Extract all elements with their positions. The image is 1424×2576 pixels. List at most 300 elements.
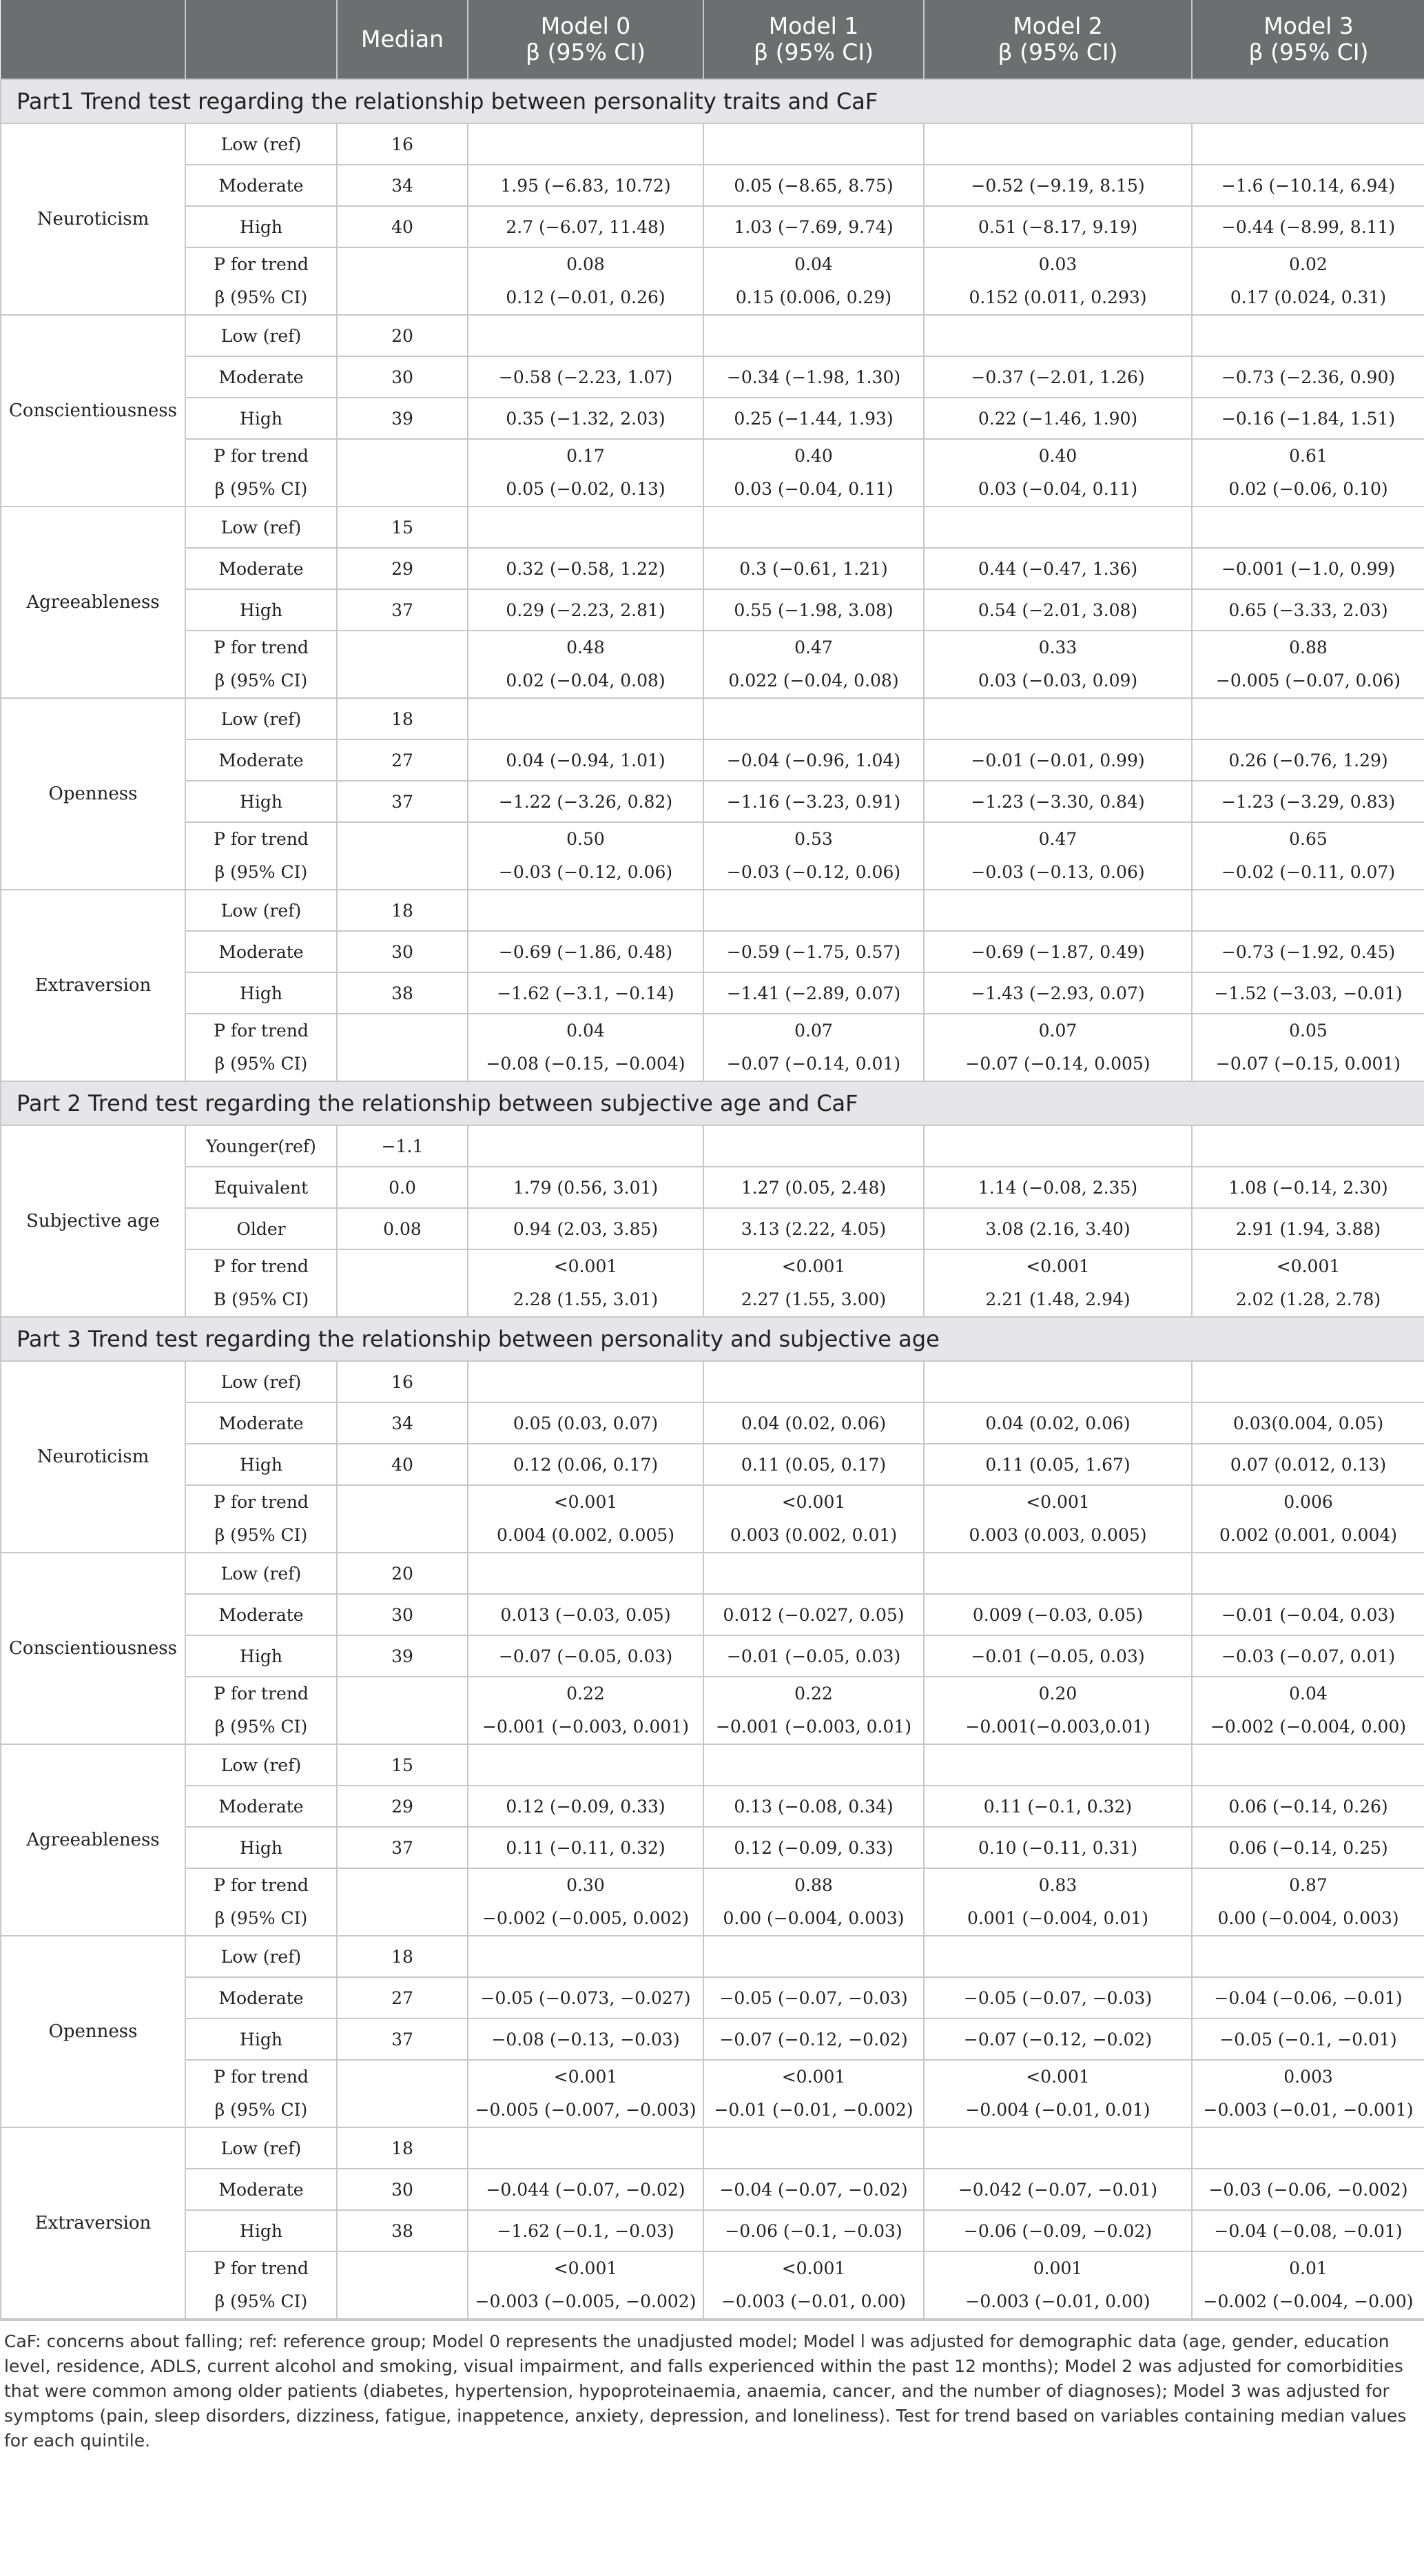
model-2-value: −0.69 (−1.87, 0.49) [924, 931, 1192, 972]
model-3-trend [1192, 1249, 1424, 1317]
model-3-trend [1192, 1485, 1424, 1553]
table-row [1, 739, 1424, 781]
trait-name: Extraversion [1, 2127, 185, 2319]
level-label: Low (ref) [185, 315, 337, 356]
trait-name: Openness [1, 1936, 185, 2127]
beta-ci-label: β (95% CI) [214, 2291, 308, 2311]
model-2-value [924, 1744, 1192, 1786]
level-label: Low (ref) [185, 1936, 337, 1977]
p-value: 0.04 [794, 254, 833, 274]
model-1-trend [703, 1485, 924, 1553]
p-value: 0.04 [566, 1021, 605, 1041]
model-1-value: −0.04 (−0.96, 1.04) [703, 739, 924, 781]
median-value: 37 [337, 781, 468, 822]
trait-name: Agreeableness [1, 1744, 185, 1936]
model-3-trend [1192, 2060, 1424, 2127]
table-row [1, 1444, 1424, 1485]
header-level [185, 0, 337, 79]
model-3-value [1192, 698, 1424, 739]
level-label: Moderate [185, 1402, 337, 1444]
level-label: High [185, 1444, 337, 1485]
p-for-trend-label: P for trend [214, 1875, 309, 1895]
beta-value: −0.003 (−0.005, −0.002) [475, 2291, 696, 2311]
median-value: 20 [337, 315, 468, 356]
beta-value: 0.004 (0.002, 0.005) [496, 1525, 675, 1545]
p-value: <0.001 [553, 2067, 618, 2087]
model-1-value: 1.03 (−7.69, 9.74) [703, 206, 924, 247]
p-value: <0.001 [1026, 1492, 1090, 1512]
trend-label [185, 631, 337, 698]
model-0-value: −1.22 (−3.26, 0.82) [468, 781, 703, 822]
model-1-value: 0.05 (−8.65, 8.75) [703, 165, 924, 206]
model-2-value: 0.04 (0.02, 0.06) [924, 1402, 1192, 1444]
p-value: <0.001 [553, 1256, 618, 1276]
model-3-trend [1192, 631, 1424, 698]
median-empty [337, 1249, 468, 1317]
header-trait [1, 0, 185, 79]
trait-name: Agreeableness [1, 507, 185, 698]
model-3-value: −0.03 (−0.06, −0.002) [1192, 2169, 1424, 2210]
median-value: 40 [337, 206, 468, 247]
median-value: 20 [337, 1553, 468, 1594]
model-3-value: −0.05 (−0.1, −0.01) [1192, 2018, 1424, 2060]
p-for-trend-label: P for trend [214, 446, 309, 466]
beta-value: −0.005 (−0.07, 0.06) [1215, 671, 1401, 691]
table-row [1, 1744, 1424, 1786]
median-empty [337, 1014, 468, 1081]
p-for-trend-label: P for trend [214, 1492, 309, 1512]
table-row [1, 356, 1424, 398]
model-3-value [1192, 507, 1424, 548]
model-2-value: 0.009 (−0.03, 0.05) [924, 1594, 1192, 1635]
p-value: 0.65 [1289, 829, 1328, 849]
model-0-value: −1.62 (−3.1, −0.14) [468, 972, 703, 1014]
model-3-value [1192, 2127, 1424, 2169]
model-2-value [924, 315, 1192, 356]
model-3-value: −0.44 (−8.99, 8.11) [1192, 206, 1424, 247]
trait-name: Conscientiousness [1, 1553, 185, 1744]
model-1-trend [703, 439, 924, 507]
beta-ci-label: β (95% CI) [214, 2100, 308, 2120]
model-3-value: −1.6 (−10.14, 6.94) [1192, 165, 1424, 206]
model-1-value: −0.59 (−1.75, 0.57) [703, 931, 924, 972]
model-3-value: −0.04 (−0.08, −0.01) [1192, 2210, 1424, 2251]
table-row [1, 1167, 1424, 1208]
beta-value: 0.03 (−0.03, 0.09) [978, 671, 1138, 691]
model-0-trend [468, 2060, 703, 2127]
model-3-trend [1192, 1014, 1424, 1081]
model-1-value [703, 1361, 924, 1402]
model-3-trend [1192, 2251, 1424, 2319]
beta-value: −0.001(−0.003,0.01) [965, 1717, 1150, 1737]
median-empty [337, 1485, 468, 1553]
level-label: Low (ref) [185, 507, 337, 548]
level-label: Low (ref) [185, 2127, 337, 2169]
median-empty [337, 439, 468, 507]
model-2-value [924, 1125, 1192, 1167]
model-3-value: 0.26 (−0.76, 1.29) [1192, 739, 1424, 781]
beta-value: 0.15 (0.006, 0.29) [735, 287, 892, 307]
model-0-value: 0.94 (2.03, 3.85) [468, 1208, 703, 1249]
p-value: <0.001 [1276, 1256, 1341, 1276]
trend-row [1, 2060, 1424, 2127]
trend-label [185, 1014, 337, 1081]
part-title: Part 2 Trend test regarding the relationship between subjective age and CaF [1, 1081, 1424, 1125]
beta-ci-label: β (95% CI) [214, 287, 308, 307]
p-value: 0.03 [1038, 254, 1077, 274]
model-3-trend [1192, 439, 1424, 507]
model-3-value [1192, 1125, 1424, 1167]
trend-row [1, 247, 1424, 315]
p-value: 0.47 [1038, 829, 1077, 849]
p-value: 0.001 [1033, 2258, 1083, 2278]
beta-value: −0.07 (−0.14, 0.005) [965, 1054, 1150, 1074]
model-3-value: −1.23 (−3.29, 0.83) [1192, 781, 1424, 822]
trend-row [1, 1677, 1424, 1744]
model-0-trend [468, 439, 703, 507]
model-0-value: −0.05 (−0.073, −0.027) [468, 1977, 703, 2018]
median-value: 27 [337, 739, 468, 781]
trend-row [1, 439, 1424, 507]
model-2-value: −0.05 (−0.07, −0.03) [924, 1977, 1192, 2018]
median-value: 18 [337, 698, 468, 739]
beta-value: −0.07 (−0.14, 0.01) [726, 1054, 901, 1074]
model-3-value: −0.16 (−1.84, 1.51) [1192, 398, 1424, 439]
model-0-value: −0.07 (−0.05, 0.03) [468, 1635, 703, 1677]
table-row [1, 398, 1424, 439]
model-0-value [468, 1936, 703, 1977]
median-value: 30 [337, 1594, 468, 1635]
median-value: 18 [337, 890, 468, 931]
table-row [1, 1125, 1424, 1167]
trend-label [185, 1485, 337, 1553]
trend-label [185, 822, 337, 890]
trend-row [1, 2251, 1424, 2319]
beta-value: 0.152 (0.011, 0.293) [969, 287, 1147, 307]
model-0-value [468, 123, 703, 165]
model-0-value: 0.05 (0.03, 0.07) [468, 1402, 703, 1444]
model-1-trend [703, 247, 924, 315]
model-1-value [703, 315, 924, 356]
p-value: <0.001 [1026, 2067, 1090, 2087]
trend-row [1, 1868, 1424, 1936]
p-for-trend-label: P for trend [214, 829, 309, 849]
level-label: Low (ref) [185, 890, 337, 931]
footnote: CaF: concerns about falling; ref: reference group; Model 0 represents the unadjusted model; Model l was adjusted for demographic data (age, gender, education level, residence, ADLS, current alcohol and smoking, visual impairment, and falls experienced within the past 12 months); Model 2 was adjusted for comorbidities that were common among older patients (diabetes, hypertension, hypoproteinaemia, anaemia, cancer, and the number of diagnoses); Model 3 was adjusted for symptoms (pain, sleep disorders, dizziness, fatigue, inappetence, anxiety, depression, and loneliness). Test for trend based on variables containing median values for each quintile. [0, 2320, 1424, 2453]
model-2-value [924, 698, 1192, 739]
model-1-value: −0.07 (−0.12, −0.02) [703, 2018, 924, 2060]
level-label: High [185, 972, 337, 1014]
median-value: 39 [337, 398, 468, 439]
p-value: 0.22 [566, 1684, 605, 1704]
header-model-3: Model 3 β (95% CI) [1192, 0, 1424, 79]
median-value: 40 [337, 1444, 468, 1485]
model-3-trend [1192, 822, 1424, 890]
median-value: 18 [337, 2127, 468, 2169]
model-2-value: −0.06 (−0.09, −0.02) [924, 2210, 1192, 2251]
model-0-value: −1.62 (−0.1, −0.03) [468, 2210, 703, 2251]
p-value: <0.001 [553, 2258, 618, 2278]
model-1-value: −0.34 (−1.98, 1.30) [703, 356, 924, 398]
trait-name: Conscientiousness [1, 315, 185, 507]
model-2-value: 0.11 (0.05, 1.67) [924, 1444, 1192, 1485]
model-0-value: −0.08 (−0.13, −0.03) [468, 2018, 703, 2060]
beta-value: 0.001 (−0.004, 0.01) [967, 1908, 1149, 1928]
model-3-trend [1192, 1868, 1424, 1936]
model-1-trend [703, 1249, 924, 1317]
table-row [1, 781, 1424, 822]
p-value: <0.001 [781, 2258, 846, 2278]
beta-ci-label: β (95% CI) [214, 479, 308, 499]
level-label: Moderate [185, 2169, 337, 2210]
beta-value: 0.12 (−0.01, 0.26) [506, 287, 665, 307]
model-1-value [703, 2127, 924, 2169]
trend-label [185, 1868, 337, 1936]
p-for-trend-label: P for trend [214, 637, 309, 657]
p-value: 0.61 [1289, 446, 1328, 466]
table-row [1, 1977, 1424, 2018]
p-value: 0.83 [1038, 1875, 1077, 1895]
trend-row [1, 1249, 1424, 1317]
model-2-value [924, 123, 1192, 165]
model-2-value: −0.042 (−0.07, −0.01) [924, 2169, 1192, 2210]
level-label: Moderate [185, 931, 337, 972]
table-row [1, 2018, 1424, 2060]
beta-value: 0.00 (−0.004, 0.003) [1217, 1908, 1399, 1928]
median-value: 34 [337, 165, 468, 206]
model-1-value [703, 1936, 924, 1977]
model-2-value [924, 1553, 1192, 1594]
beta-value: −0.01 (−0.01, −0.002) [714, 2100, 914, 2120]
level-label: Equivalent [185, 1167, 337, 1208]
trend-label [185, 439, 337, 507]
model-0-value: 0.12 (−0.09, 0.33) [468, 1786, 703, 1827]
model-2-value: 3.08 (2.16, 3.40) [924, 1208, 1192, 1249]
model-2-value [924, 1936, 1192, 1977]
model-0-value: −0.58 (−2.23, 1.07) [468, 356, 703, 398]
beta-value: −0.002 (−0.005, 0.002) [482, 1908, 689, 1928]
model-2-value: 0.22 (−1.46, 1.90) [924, 398, 1192, 439]
model-3-value [1192, 315, 1424, 356]
beta-value: 0.002 (0.001, 0.004) [1219, 1525, 1398, 1545]
model-1-value [703, 698, 924, 739]
model-0-value [468, 315, 703, 356]
level-label: Low (ref) [185, 698, 337, 739]
table-row [1, 1553, 1424, 1594]
table-row [1, 1402, 1424, 1444]
model-2-trend [924, 1485, 1192, 1553]
header-model-1: Model 1 β (95% CI) [703, 0, 924, 79]
level-label: Low (ref) [185, 1361, 337, 1402]
model-2-trend [924, 2251, 1192, 2319]
trend-row [1, 1014, 1424, 1081]
table-row [1, 1936, 1424, 1977]
p-value: 0.07 [794, 1021, 833, 1041]
median-value: 34 [337, 1402, 468, 1444]
median-value: 30 [337, 356, 468, 398]
level-label: High [185, 1635, 337, 1677]
median-value: 16 [337, 1361, 468, 1402]
model-3-value [1192, 1553, 1424, 1594]
beta-ci-label: β (95% CI) [214, 1908, 308, 1928]
model-1-trend [703, 631, 924, 698]
model-0-value: 0.04 (−0.94, 1.01) [468, 739, 703, 781]
p-value: 0.47 [794, 637, 833, 657]
beta-value: 0.022 (−0.04, 0.08) [728, 671, 899, 691]
table-row [1, 589, 1424, 631]
beta-value: −0.003 (−0.01, −0.001) [1203, 2100, 1414, 2120]
model-3-value: 0.06 (−0.14, 0.26) [1192, 1786, 1424, 1827]
p-value: 0.40 [1038, 446, 1077, 466]
model-2-value [924, 2127, 1192, 2169]
median-empty [337, 2251, 468, 2319]
median-value: 27 [337, 1977, 468, 2018]
model-0-value [468, 890, 703, 931]
model-0-value: −0.044 (−0.07, −0.02) [468, 2169, 703, 2210]
beta-ci-label: β (95% CI) [214, 1525, 308, 1545]
model-3-value: 1.08 (−0.14, 2.30) [1192, 1167, 1424, 1208]
header-model-2: Model 2 β (95% CI) [924, 0, 1192, 79]
p-for-trend-label: P for trend [214, 1256, 309, 1276]
model-3-value: −0.04 (−0.06, −0.01) [1192, 1977, 1424, 2018]
model-1-value: 0.55 (−1.98, 3.08) [703, 589, 924, 631]
model-2-value: −0.37 (−2.01, 1.26) [924, 356, 1192, 398]
model-0-value [468, 1744, 703, 1786]
model-0-value [468, 507, 703, 548]
model-0-trend [468, 1249, 703, 1317]
table-row [1, 2169, 1424, 2210]
beta-value: 0.03 (−0.04, 0.11) [978, 479, 1138, 499]
model-2-value: −1.23 (−3.30, 0.84) [924, 781, 1192, 822]
table-row [1, 1635, 1424, 1677]
model-1-value: 0.12 (−0.09, 0.33) [703, 1827, 924, 1868]
p-value: 0.88 [794, 1875, 833, 1895]
model-2-trend [924, 631, 1192, 698]
beta-value: −0.005 (−0.007, −0.003) [475, 2100, 696, 2120]
model-1-value [703, 1125, 924, 1167]
trend-row [1, 822, 1424, 890]
model-2-value: 0.10 (−0.11, 0.31) [924, 1827, 1192, 1868]
p-value: <0.001 [781, 2067, 846, 2087]
level-label: Younger(ref) [185, 1125, 337, 1167]
table-row [1, 1361, 1424, 1402]
model-1-value [703, 1553, 924, 1594]
beta-value: 0.17 (0.024, 0.31) [1230, 287, 1387, 307]
model-2-value: −0.07 (−0.12, −0.02) [924, 2018, 1192, 2060]
beta-value: 0.02 (−0.04, 0.08) [506, 671, 665, 691]
model-2-value: −0.01 (−0.01, 0.99) [924, 739, 1192, 781]
model-0-value: 0.12 (0.06, 0.17) [468, 1444, 703, 1485]
model-2-value: 0.44 (−0.47, 1.36) [924, 548, 1192, 589]
median-empty [337, 2060, 468, 2127]
p-value: 0.88 [1289, 637, 1328, 657]
median-value: 15 [337, 507, 468, 548]
p-value: 0.30 [566, 1875, 605, 1895]
model-1-value: −0.05 (−0.07, −0.03) [703, 1977, 924, 2018]
model-0-value: 0.29 (−2.23, 2.81) [468, 589, 703, 631]
beta-value: −0.07 (−0.15, 0.001) [1215, 1054, 1401, 1074]
level-label: High [185, 589, 337, 631]
level-label: Moderate [185, 1977, 337, 2018]
p-value: 0.006 [1283, 1492, 1333, 1512]
p-for-trend-label: P for trend [214, 254, 309, 274]
model-2-value [924, 890, 1192, 931]
model-1-value: 3.13 (2.22, 4.05) [703, 1208, 924, 1249]
part-header-row [1, 1317, 1424, 1361]
median-value: 16 [337, 123, 468, 165]
model-2-value: 0.54 (−2.01, 3.08) [924, 589, 1192, 631]
beta-value: −0.08 (−0.15, −0.004) [486, 1054, 685, 1074]
beta-value: 0.003 (0.002, 0.01) [730, 1525, 898, 1545]
level-label: High [185, 398, 337, 439]
level-label: Moderate [185, 1786, 337, 1827]
table-row [1, 507, 1424, 548]
level-label: Low (ref) [185, 123, 337, 165]
model-0-value: 0.11 (−0.11, 0.32) [468, 1827, 703, 1868]
model-1-value [703, 890, 924, 931]
header-row [1, 0, 1424, 79]
table-row [1, 890, 1424, 931]
median-value: 30 [337, 931, 468, 972]
beta-ci-label: β (95% CI) [214, 1054, 308, 1074]
level-label: High [185, 206, 337, 247]
model-0-value: −0.69 (−1.86, 0.48) [468, 931, 703, 972]
model-0-trend [468, 1014, 703, 1081]
model-1-value: −0.06 (−0.1, −0.03) [703, 2210, 924, 2251]
model-3-value: −0.73 (−2.36, 0.90) [1192, 356, 1424, 398]
model-2-value: 1.14 (−0.08, 2.35) [924, 1167, 1192, 1208]
beta-value: −0.03 (−0.13, 0.06) [971, 862, 1145, 882]
model-0-value: 0.32 (−0.58, 1.22) [468, 548, 703, 589]
p-for-trend-label: P for trend [214, 1021, 309, 1041]
model-1-value [703, 1744, 924, 1786]
trend-row [1, 1485, 1424, 1553]
model-0-value: 2.7 (−6.07, 11.48) [468, 206, 703, 247]
model-1-value: 0.04 (0.02, 0.06) [703, 1402, 924, 1444]
model-3-value: 0.07 (0.012, 0.13) [1192, 1444, 1424, 1485]
model-3-value [1192, 890, 1424, 931]
model-0-trend [468, 822, 703, 890]
beta-value: −0.02 (−0.11, 0.07) [1221, 862, 1396, 882]
model-0-trend [468, 631, 703, 698]
model-3-value: 0.65 (−3.33, 2.03) [1192, 589, 1424, 631]
level-label: High [185, 1827, 337, 1868]
beta-ci-label: β (95% CI) [214, 1717, 308, 1737]
level-label: Low (ref) [185, 1553, 337, 1594]
table-row [1, 698, 1424, 739]
model-1-value: 0.3 (−0.61, 1.21) [703, 548, 924, 589]
model-0-value: 0.013 (−0.03, 0.05) [468, 1594, 703, 1635]
model-2-trend [924, 439, 1192, 507]
model-1-trend [703, 1868, 924, 1936]
median-value: 38 [337, 972, 468, 1014]
model-3-trend [1192, 247, 1424, 315]
model-1-trend [703, 2060, 924, 2127]
table-row [1, 1594, 1424, 1635]
table-row [1, 1786, 1424, 1827]
level-label: Moderate [185, 548, 337, 589]
p-value: 0.17 [566, 446, 605, 466]
p-value: 0.22 [794, 1684, 833, 1704]
model-1-value [703, 123, 924, 165]
model-2-value: 0.51 (−8.17, 9.19) [924, 206, 1192, 247]
p-value: 0.33 [1038, 637, 1077, 657]
header-model-0: Model 0 β (95% CI) [468, 0, 703, 79]
model-3-value: −0.73 (−1.92, 0.45) [1192, 931, 1424, 972]
median-empty [337, 1677, 468, 1744]
p-value: 0.08 [566, 254, 605, 274]
model-0-trend [468, 1485, 703, 1553]
